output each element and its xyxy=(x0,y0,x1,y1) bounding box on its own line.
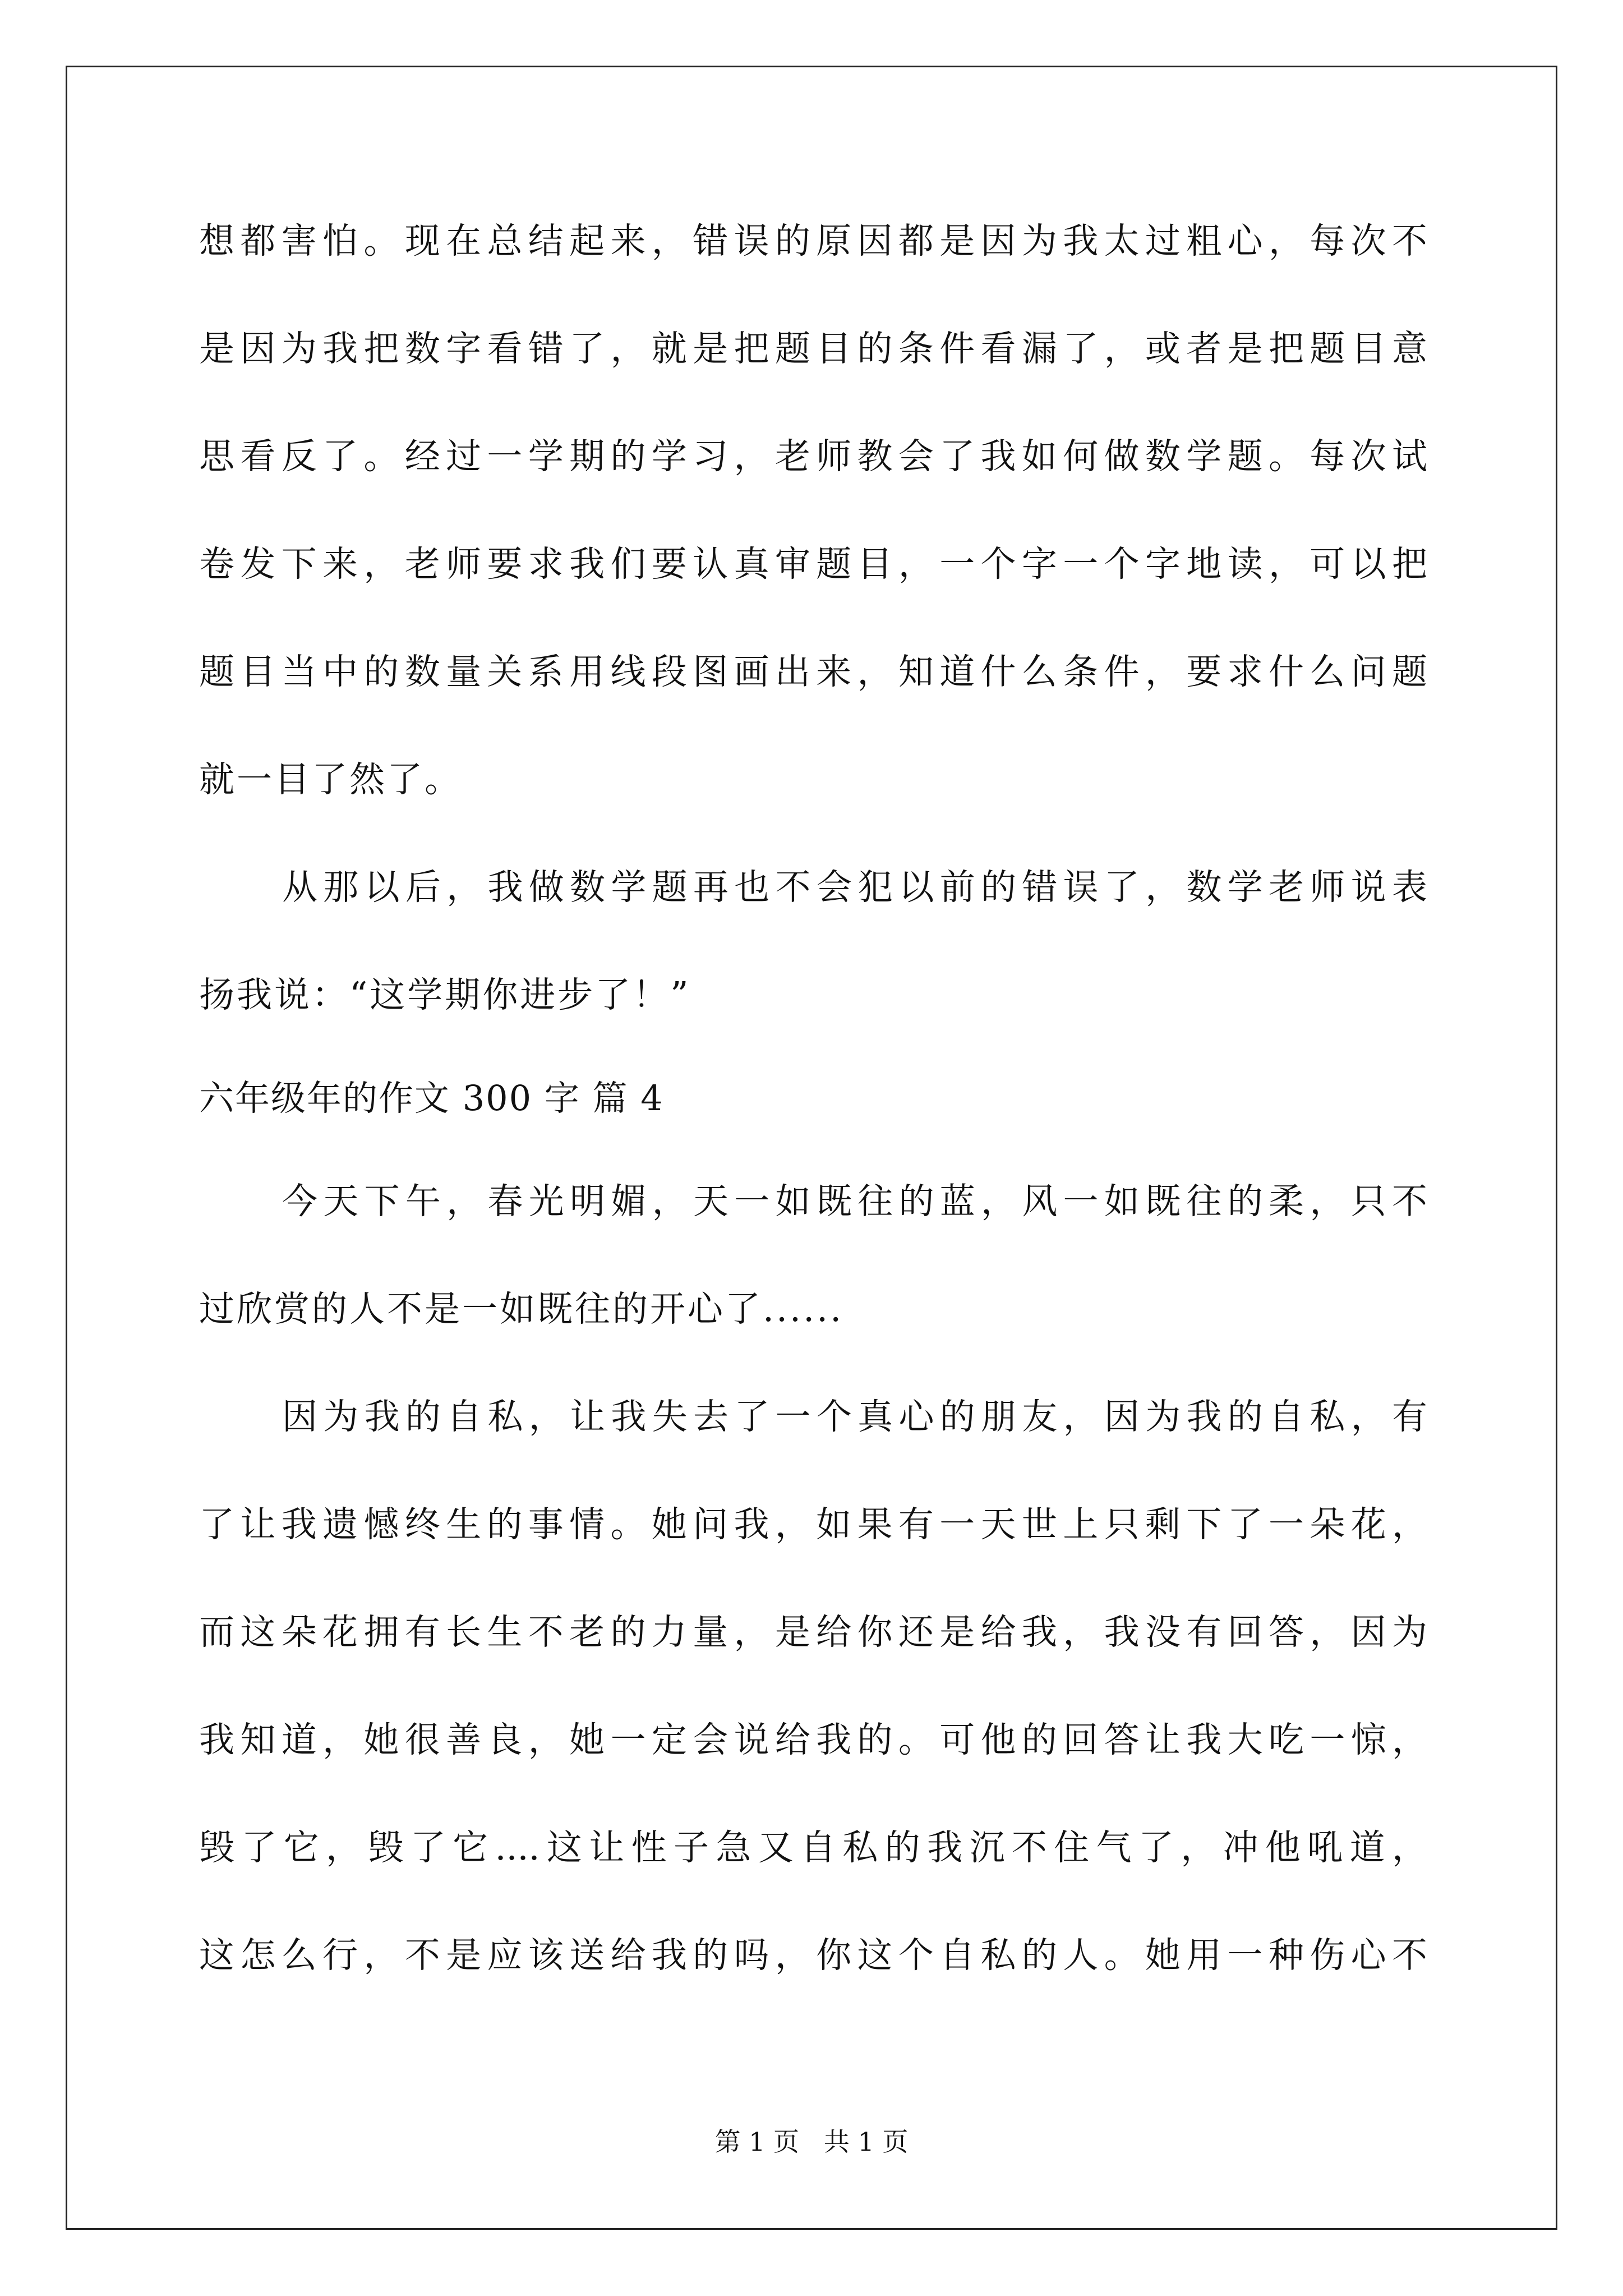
text-line: 就一目了然了。 xyxy=(199,759,462,800)
text-line: 过欣赏的人不是一如既往的开心了...... xyxy=(199,1289,844,1329)
text-line: 了让我遗憾终生的事情。她问我，如果有一天世上只剩下了一朵花， xyxy=(199,1504,1427,1545)
text-line: 今天下午，春光明媚，天一如既往的蓝，风一如既往的柔，只不 xyxy=(282,1181,1427,1222)
text-line: 扬我说：“这学期你进步了！” xyxy=(199,974,691,1015)
text-line: 卷发下来，老师要求我们要认真审题目，一个字一个字地读，可以把 xyxy=(199,544,1427,585)
text-line: 这怎么行，不是应该送给我的吗，你这个自私的人。她用一种伤心不 xyxy=(199,1935,1427,1976)
text-line: 而这朵花拥有长生不老的力量，是给你还是给我，我没有回答，因为 xyxy=(199,1612,1427,1653)
text-line: 毁了它，毁了它....这让性子急又自私的我沉不住气了，冲他吼道， xyxy=(199,1827,1427,1868)
section-heading: 六年级年的作文 300 字 篇 4 xyxy=(199,1078,664,1119)
text-line: 思看反了。经过一学期的学习，老师教会了我如何做数学题。每次试 xyxy=(199,436,1427,477)
text-line: 我知道，她很善良，她一定会说给我的。可他的回答让我大吃一惊， xyxy=(199,1719,1427,1760)
page-border xyxy=(66,66,1557,2230)
text-line: 从那以后，我做数学题再也不会犯以前的错误了，数学老师说表 xyxy=(282,867,1427,908)
text-line: 是因为我把数字看错了，就是把题目的条件看漏了，或者是把题目意 xyxy=(199,328,1427,369)
text-line: 想都害怕。现在总结起来，错误的原因都是因为我太过粗心，每次不 xyxy=(199,220,1427,261)
text-line: 题目当中的数量关系用线段图画出来，知道什么条件，要求什么问题 xyxy=(199,651,1427,692)
text-line: 因为我的自私，让我失去了一个真心的朋友，因为我的自私，有 xyxy=(282,1396,1427,1437)
page-footer: 第 1 页 共 1 页 xyxy=(714,2127,909,2157)
